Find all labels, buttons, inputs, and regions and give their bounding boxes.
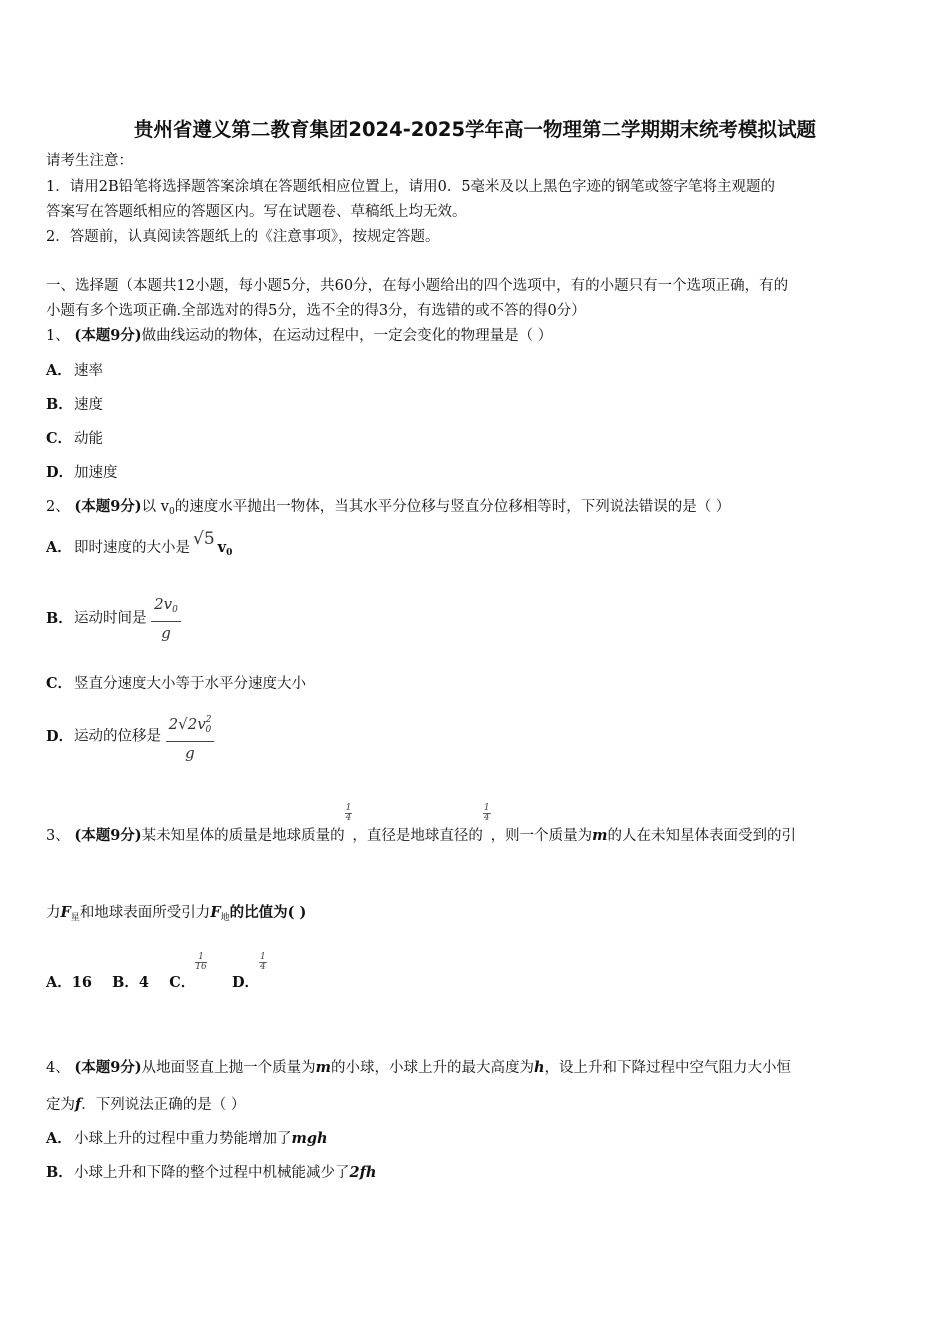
formula-var: f — [75, 1096, 82, 1113]
question-text: 某未知星体的质量是地球质量的 — [141, 828, 345, 844]
option-letter: A． — [46, 362, 72, 379]
question-3-options — [46, 952, 267, 992]
question-3-option-c[interactable] — [169, 952, 207, 991]
question-text: 和地球表面所受引力 — [79, 905, 211, 921]
fraction-denominator: 4 — [483, 813, 490, 823]
question-4-stem-line-2 — [46, 1096, 245, 1114]
fraction-numerator: 1 — [345, 803, 352, 813]
formula-var: h — [534, 1059, 545, 1076]
option-text: 加速度 — [74, 465, 118, 481]
option-letter: C． — [46, 430, 73, 447]
formula-var: m — [592, 827, 608, 844]
fraction-formula — [345, 804, 353, 823]
subscript: 0 — [205, 725, 212, 735]
question-text: 定为 — [46, 1097, 75, 1113]
question-text: 的比值为( ) — [229, 904, 307, 921]
notice-item-1-line-1: 1．请用2B铅笔将选择题答案涂填在答题纸相应位置上，请用0．5毫米及以上黑色字迹的钢笔或签字笔将主观题的 — [46, 179, 776, 195]
subscript: 0 — [168, 507, 175, 517]
option-letter: C． — [46, 675, 73, 692]
option-letter: B． — [46, 609, 73, 627]
fraction-denominator: 16 — [195, 962, 207, 972]
option-text: 运动的位移是 — [74, 728, 161, 745]
question-2-option-d[interactable] — [46, 710, 214, 763]
question-4-option-b[interactable] — [46, 1164, 376, 1182]
subscript: 0 — [172, 605, 178, 615]
option-letter: B． — [46, 1164, 73, 1181]
option-text: 小球上升和下降的整个过程中机械能减少了 — [74, 1165, 350, 1181]
question-3-option-d[interactable] — [231, 952, 267, 991]
question-3-option-a[interactable]: A．16 — [46, 974, 92, 991]
option-letter: B． — [46, 396, 73, 413]
question-1-stem — [46, 327, 552, 345]
option-letter: A． — [46, 539, 72, 556]
fraction-formula — [195, 953, 206, 972]
question-score: (本题9分) — [74, 498, 142, 515]
question-2-option-a[interactable] — [46, 529, 233, 562]
option-letter: D． — [46, 727, 74, 745]
question-text: 从地面竖直上抛一个质量为 — [141, 1060, 316, 1076]
subscript: 星 — [70, 913, 80, 923]
question-2-option-b[interactable] — [46, 594, 181, 643]
fraction-numerator: 1 — [260, 952, 266, 962]
question-text: 的人在未知星体表面受到的引 — [607, 828, 796, 844]
question-1-option-b[interactable] — [46, 396, 103, 414]
fraction-numerator: 1 — [195, 953, 206, 963]
question-text: 做曲线运动的物体，在运动过程中，一定会变化的物理量是（ ） — [141, 328, 553, 344]
question-text: 以 v — [141, 499, 169, 515]
question-1-option-a[interactable] — [46, 362, 103, 380]
question-number: 1、 — [46, 328, 70, 344]
question-4-stem — [46, 1059, 791, 1077]
question-4-option-a[interactable] — [46, 1130, 328, 1148]
question-2-option-c[interactable] — [46, 675, 306, 693]
question-text: ．下列说法正确的是（ ） — [81, 1097, 246, 1113]
option-letter: A． — [46, 1130, 72, 1147]
question-score: (本题9分) — [74, 1059, 142, 1076]
notice-item-2: 2．答题前，认真阅读答题纸上的《注意事项》，按规定答题。 — [46, 229, 440, 245]
fraction-formula — [166, 710, 215, 763]
option-text: 速度 — [74, 397, 103, 413]
fraction-formula — [151, 594, 181, 643]
option-text: 竖直分速度大小等于水平分速度大小 — [74, 676, 306, 692]
question-1-option-d[interactable] — [46, 464, 118, 482]
question-text: ，直径是地球直径的 — [352, 828, 483, 844]
formula-var: m — [315, 1059, 331, 1076]
subscript: 地 — [220, 913, 230, 923]
fraction-denominator: g — [185, 744, 195, 762]
formula-var: v — [217, 539, 227, 556]
fraction-numerator: 2v — [154, 595, 173, 613]
question-number: 2、 — [46, 499, 70, 515]
superscript: 2 — [205, 715, 212, 725]
formula-var: F — [60, 904, 71, 921]
question-2-stem — [46, 498, 730, 521]
fraction-numerator: 1 — [483, 803, 490, 813]
fraction-denominator: 4 — [345, 813, 352, 823]
question-number: 3、 — [46, 828, 70, 844]
question-text: 的速度水平抛出一物体，当其水平分位移与竖直分位移相等时，下列说法错误的是（ ） — [174, 499, 731, 515]
fraction-denominator: 4 — [260, 962, 266, 972]
fraction-formula — [259, 953, 267, 972]
question-3-option-b[interactable]: B．4 — [112, 974, 149, 991]
option-text: 运动时间是 — [74, 610, 147, 627]
option-text: 即时速度的大小是 — [74, 540, 190, 556]
section-heading-line-1: 一、选择题（本题共12小题，每小题5分，共60分，在每小题给出的四个选项中，有的小题只有一个选项正确，有的 — [46, 278, 789, 294]
question-text: ，设上升和下降过程中空气阻力大小恒 — [544, 1060, 792, 1076]
formula-var: F — [210, 904, 221, 921]
question-text: ，则一个质量为 — [490, 828, 593, 844]
option-text: 小球上升的过程中重力势能增加了 — [74, 1131, 292, 1147]
fraction-formula — [483, 804, 491, 823]
question-3-stem — [46, 803, 796, 845]
section-heading-line-2: 小题有多个选项正确.全部选对的得5分，选不全的得3分，有选错的或不答的得0分） — [46, 303, 586, 319]
fraction-numerator: 2√2v — [168, 715, 206, 733]
question-text: 的小球，小球上升的最大高度为 — [331, 1060, 534, 1076]
notice-heading: 请考生注意： — [46, 153, 133, 169]
option-text: 速率 — [74, 363, 103, 379]
page-title: 贵州省遵义第二教育集团2024-2025学年高一物理第二学期期末统考模拟试题 — [133, 118, 817, 141]
fraction-denominator: g — [161, 624, 171, 642]
subscript: 0 — [226, 548, 233, 558]
option-letter: C． — [169, 974, 196, 991]
question-number: 4、 — [46, 1060, 70, 1076]
option-letter: D． — [231, 974, 260, 991]
question-1-option-c[interactable] — [46, 430, 103, 448]
option-letter: D． — [46, 464, 74, 481]
question-score: (本题9分) — [74, 827, 142, 844]
sqrt-formula: √5 — [193, 529, 215, 549]
question-text: 力 — [46, 905, 61, 921]
question-score: (本题9分) — [74, 327, 142, 344]
question-3-stem-line-2 — [46, 904, 306, 927]
formula-var: mgh — [291, 1130, 328, 1147]
notice-item-1-line-2: 答案写在答题纸相应的答题区内。写在试题卷、草稿纸上均无效。 — [46, 204, 467, 220]
option-text: 动能 — [74, 431, 103, 447]
formula-var: 2fh — [349, 1164, 377, 1181]
